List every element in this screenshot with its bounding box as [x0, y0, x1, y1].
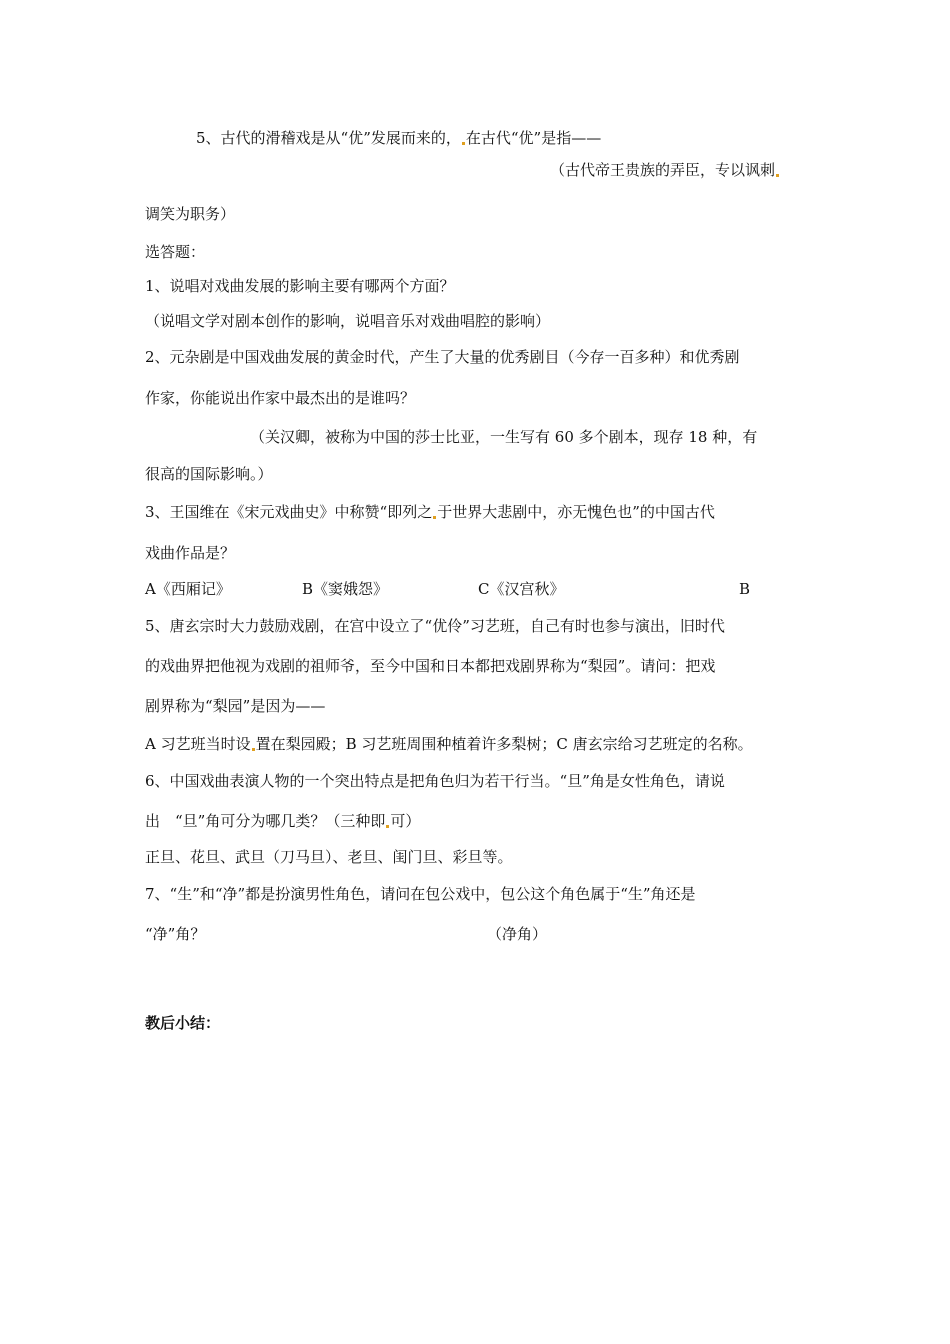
options-text-part2: 置在梨园殿；B 习艺班周围种植着许多梨树；C 唐玄宗给习艺班定的名称。	[255, 735, 753, 753]
question-5-answer-line2: 调笑为职务）	[145, 205, 236, 223]
question-3-line1	[145, 502, 715, 522]
question-5-intro	[196, 128, 601, 148]
question-7-line1: 7、“生”和“净”都是扮演男性角色，请问在包公戏中，包公这个角色属于“生”角还是	[145, 885, 696, 903]
question-2-line1: 2、元杂剧是中国戏曲发展的黄金时代，产生了大量的优秀剧目（今存一百多种）和优秀剧	[145, 348, 740, 366]
question-3-text-part2: 于世界大悲剧中，亦无愧色也”的中国古代	[437, 503, 715, 521]
question-1-answer: （说唱文学对剧本创作的影响，说唱音乐对戏曲唱腔的影响）	[145, 312, 551, 330]
question-2-line2: 作家，你能说出作家中最杰出的是谁吗？	[145, 389, 416, 407]
question-6-text-part1: 出 “旦”角可分为哪几类？（三种即	[145, 812, 386, 830]
question-6-line2	[145, 811, 420, 831]
question-5b-line3: 剧界称为“梨园”是因为——	[145, 697, 326, 715]
question-3-option-b: B《窦娥怨》	[302, 580, 389, 598]
question-6-answer: 正旦、花旦、武旦（刀马旦）、老旦、闺门旦、彩旦等。	[145, 848, 513, 866]
question-5-answer-line1	[550, 160, 780, 180]
question-5-text-part1: 5、古代的滑稽戏是从“优”发展而来的，	[196, 129, 461, 147]
options-text-part1: A 习艺班当时设	[145, 735, 251, 753]
annotation-mark-icon	[776, 174, 779, 177]
question-3-answer: B	[739, 580, 751, 598]
question-5-text-part2: 在古代“优”是指——	[465, 129, 602, 147]
post-lesson-summary-heading: 教后小结：	[145, 1014, 221, 1032]
question-6-line1: 6、中国戏曲表演人物的一个突出特点是把角色归为若干行当。“旦”角是女性角色，请说	[145, 772, 725, 790]
annotation-mark-icon	[433, 516, 436, 519]
question-6-text-part2: 可）	[390, 812, 421, 830]
question-2-answer-line2: 很高的国际影响。）	[145, 465, 273, 483]
question-5b-line2: 的戏曲界把他视为戏剧的祖师爷，至今中国和日本都把戏剧界称为“梨园”。请问：把戏	[145, 657, 716, 675]
question-1: 1、说唱对戏曲发展的影响主要有哪两个方面？	[145, 277, 455, 295]
question-2-answer-line1: （关汉卿，被称为中国的莎士比亚，一生写有 60 多个剧本，现存 18 种，有	[250, 428, 758, 446]
annotation-mark-icon	[462, 142, 465, 145]
question-5b-line1: 5、唐玄宗时大力鼓励戏剧，在宫中设立了“优伶”习艺班，自己有时也参与演出，旧时代	[145, 617, 725, 635]
question-3-option-a: A《西厢记》	[145, 580, 231, 598]
question-3-option-c: C《汉宫秋》	[478, 580, 565, 598]
section-title-optional-questions: 选答题：	[145, 243, 206, 261]
answer-text: （古代帝王贵族的弄臣，专以讽刺	[550, 161, 776, 179]
annotation-mark-icon	[386, 825, 389, 828]
annotation-mark-icon	[252, 748, 255, 751]
question-7-answer: （净角）	[487, 925, 548, 943]
question-3-line2: 戏曲作品是？	[145, 544, 236, 562]
question-5b-options	[145, 734, 753, 754]
question-3-text-part1: 3、王国维在《宋元戏曲史》中称赞“即列之	[145, 503, 433, 521]
question-7-line2: “净”角？	[145, 925, 206, 943]
